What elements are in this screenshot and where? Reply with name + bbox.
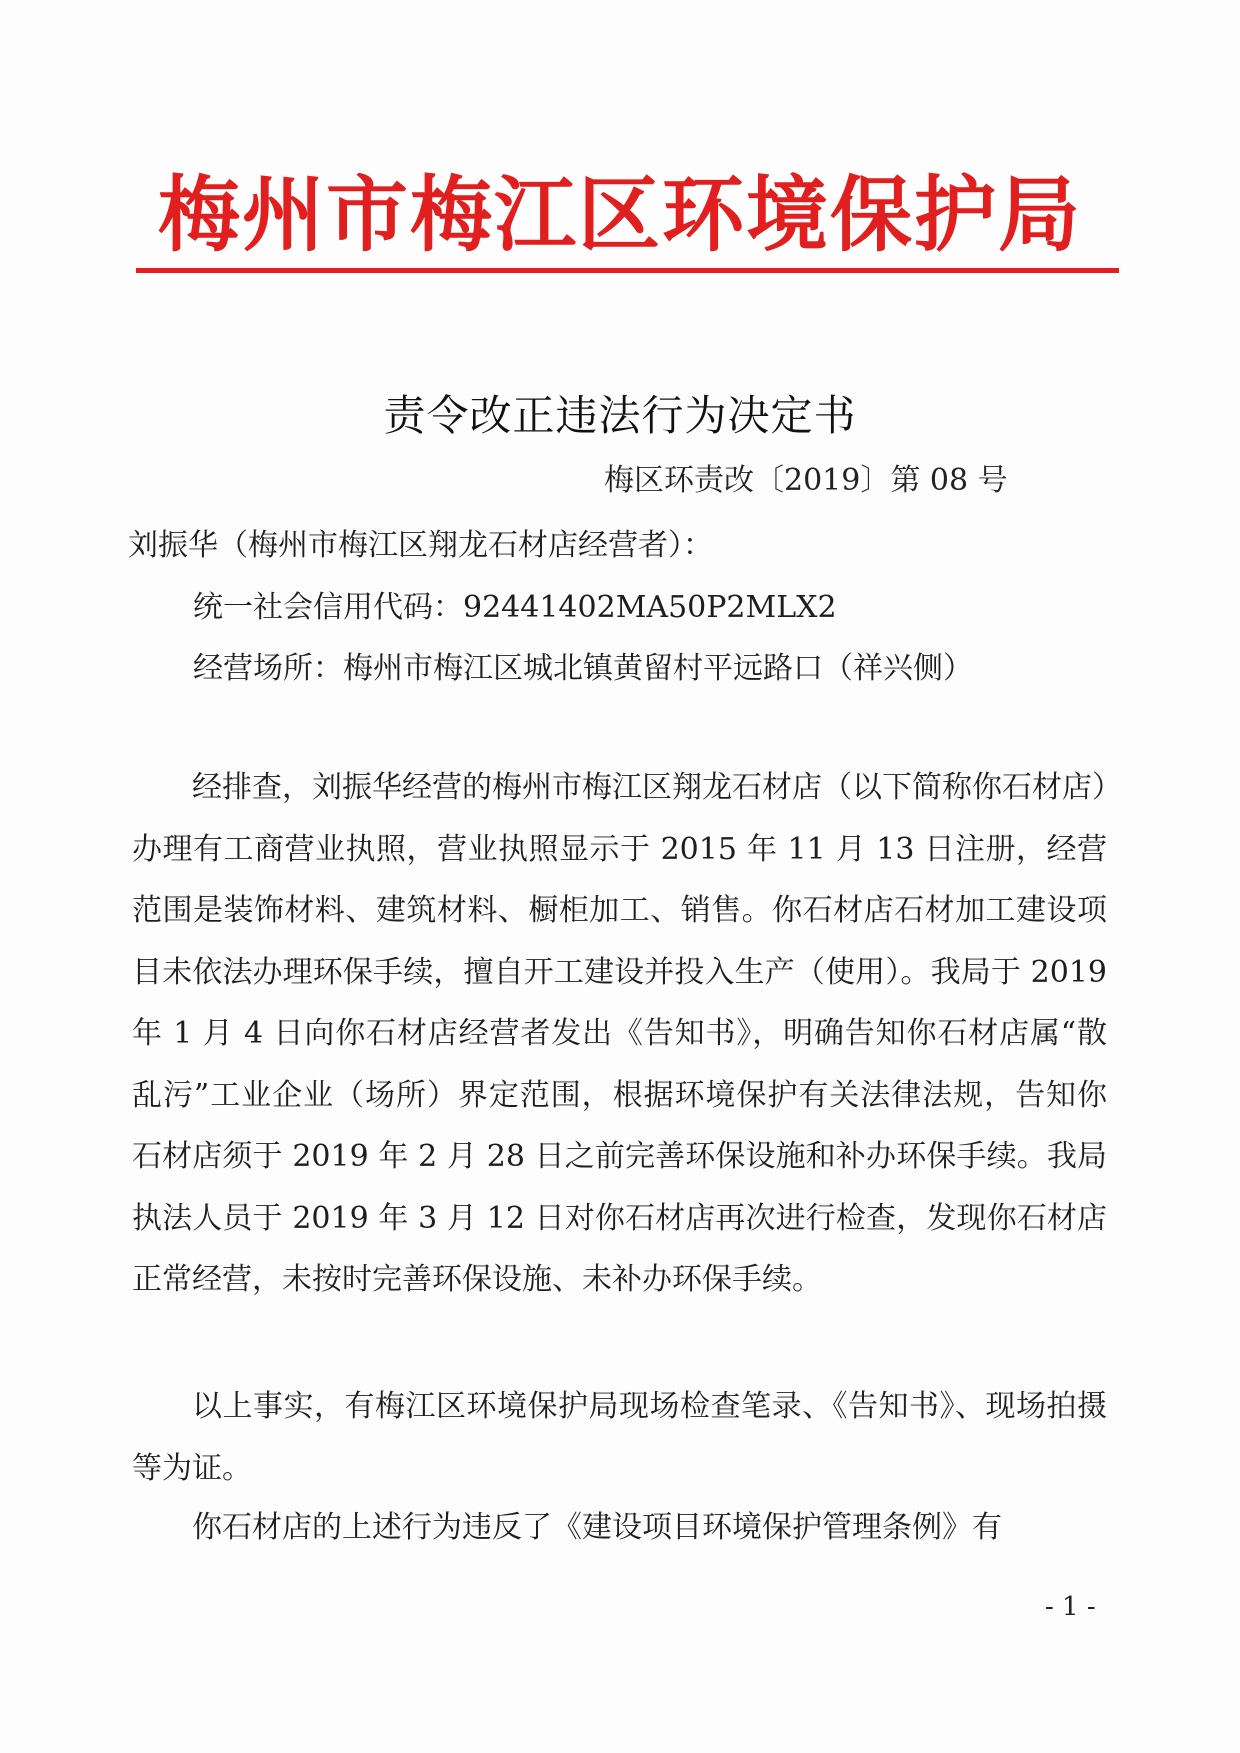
document-title: 责令改正违法行为决定书 xyxy=(383,391,857,440)
body-paragraph-violation: 你石材店的上述行为违反了《建设项目环境保护管理条例》有 xyxy=(192,1510,1002,1545)
credit-code-line: 统一社会信用代码：92441402MA50P2MLX2 xyxy=(193,590,837,625)
body-paragraph-evidence: 以上事实，有梅江区环境保护局现场检查笔录、《告知书》、现场拍摄等为证。 xyxy=(132,1389,1107,1486)
addressee-line: 刘振华（梅州市梅江区翔龙石材店经营者）： xyxy=(128,528,713,563)
red-divider-line xyxy=(136,268,1119,273)
document-number: 梅区环责改〔2019〕第 08 号 xyxy=(604,463,1008,498)
agency-masthead: 梅州市梅江区环境保护局 xyxy=(157,168,1082,263)
business-place-line: 经营场所：梅州市梅江区城北镇黄留村平远路口（祥兴侧） xyxy=(193,651,973,686)
page-number: - 1 - xyxy=(1045,1592,1096,1622)
body-paragraph-facts: 经排查，刘振华经营的梅州市梅江区翔龙石材店（以下简称你石材店）办理有工商营业执照，营业执照显示于 2015 年 11 月 13 日注册，经营范围是装饰材料、建筑材料、橱柜加工、销售。你石材店石材加工建设项目未依法办理环保手续，擅自开工建设并投入生产（使用）。我局于 2019 年 1 月 4 日向你石材店经营者发出《告知书》，明确告知你石材店属“散乱污”工业企业（场所）界定范围，根据环境保护有关法律法规，告知你石材店须于 2019 年 2 月 28 日之前完善环保设施和补办环保手续。我局执法人员于 2019 年 3 月 12 日对你石材店再次进行检查，发现你石材店正常经营，未按时完善环保设施、未补办环保手续。 xyxy=(132,770,1107,1297)
